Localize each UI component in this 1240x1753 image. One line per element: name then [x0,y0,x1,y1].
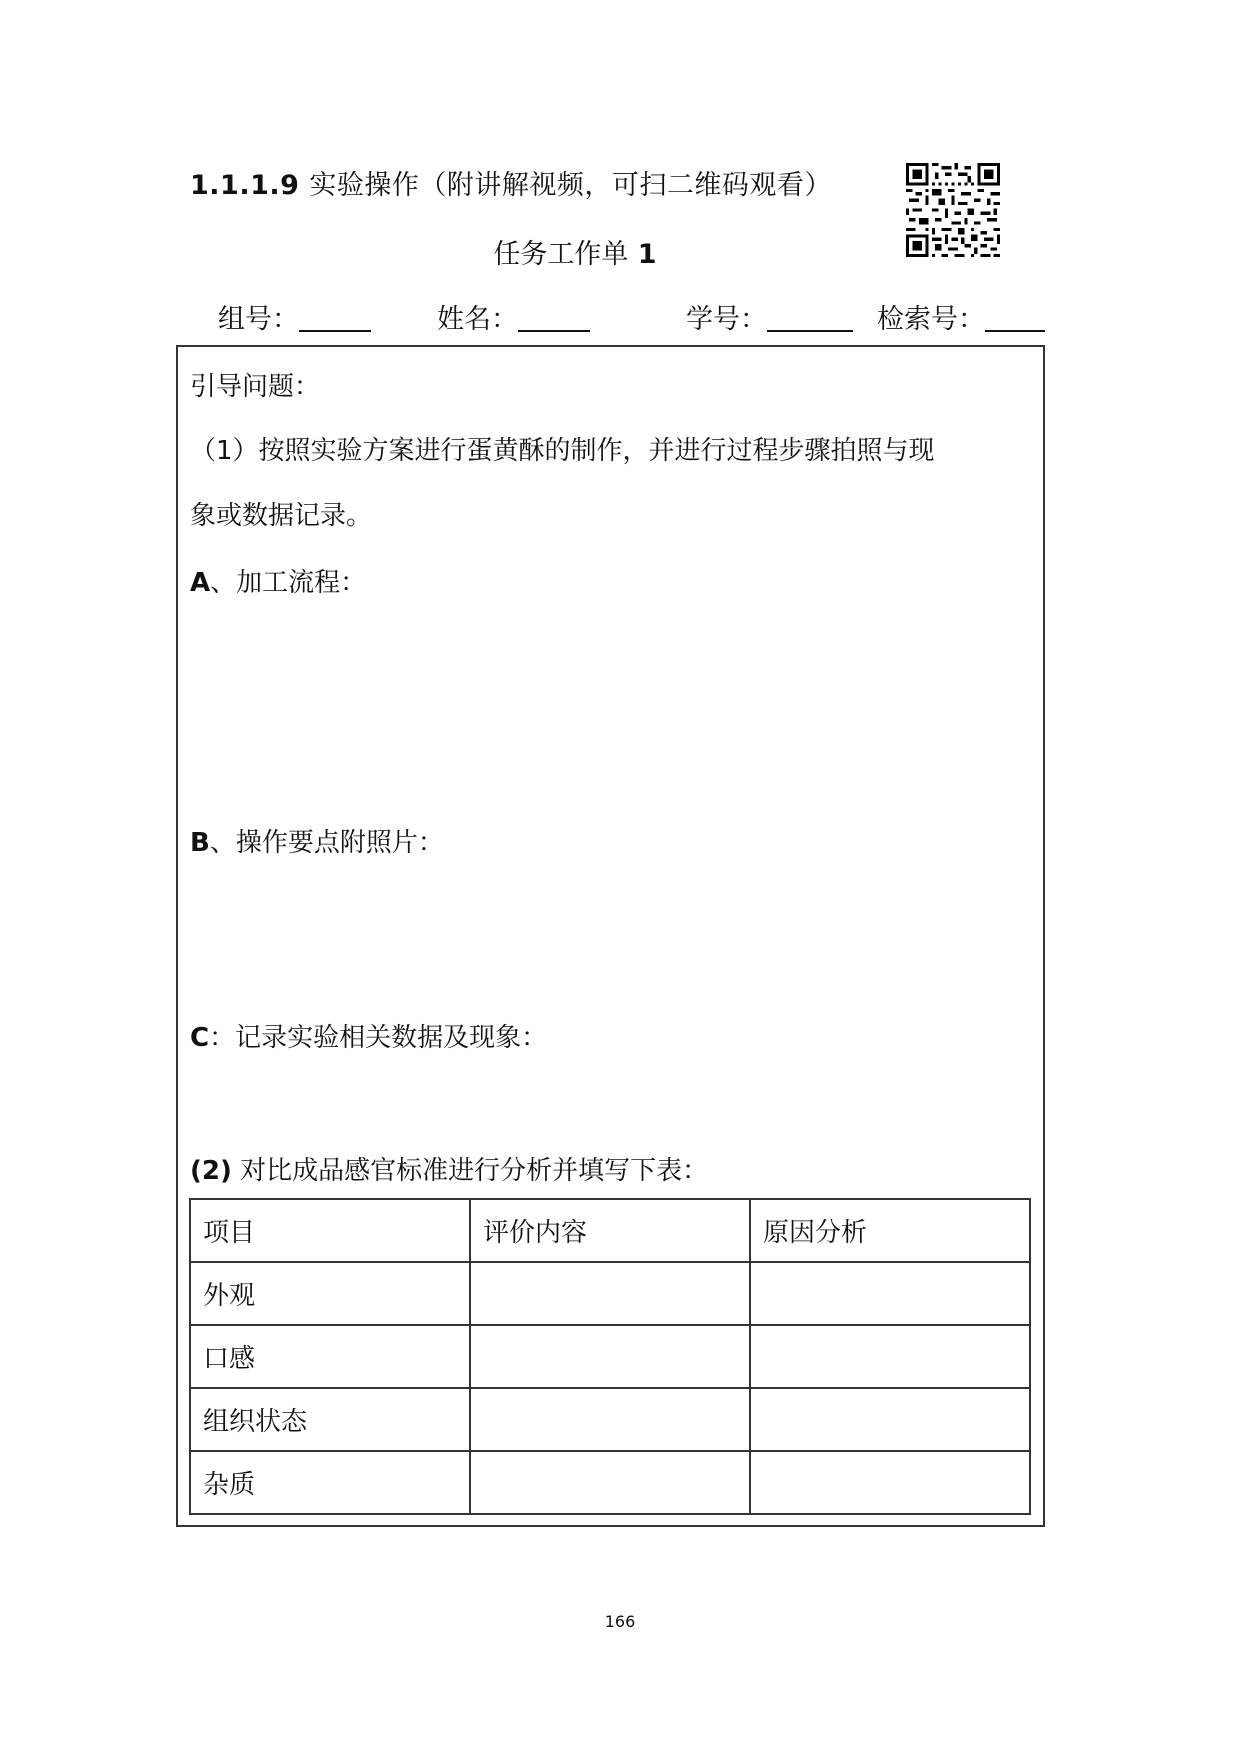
table-cell-content[interactable] [470,1262,750,1325]
table-cell-content[interactable] [470,1388,750,1451]
section-a-prefix: A [190,568,211,598]
name-blank[interactable] [518,304,590,332]
document-title-text: 任务工作单 [493,239,629,270]
table-row [190,1451,1030,1514]
document-title-number: 1 [637,239,657,270]
section-b-label: 、操作要点附照片： [209,828,444,858]
table-row [190,1388,1030,1451]
group-number-field[interactable] [218,297,371,336]
student-number-field[interactable] [686,297,853,336]
page-number: 166 [604,1612,636,1631]
table-header-content: 评价内容 [470,1199,750,1262]
section-a [190,562,366,599]
section-b-answer-area[interactable] [190,866,1030,1006]
section-c-answer-area[interactable] [190,1060,1030,1140]
document-title [0,232,1150,271]
table-cell-reason[interactable] [750,1262,1030,1325]
retrieval-number-field[interactable] [877,297,1045,336]
section-number: 1.1.1.9 [190,170,300,201]
section-b [190,822,444,859]
section-c-label: ：记录实验相关数据及现象： [209,1023,548,1053]
table-cell-item: 外观 [190,1262,470,1325]
section-c-prefix: C [190,1023,210,1053]
question-2-text: 对比成品感官标准进行分析并填写下表： [231,1156,709,1186]
guide-heading: 引导问题： [190,372,321,402]
table-header-reason: 原因分析 [750,1199,1030,1262]
table-header-row [190,1199,1030,1262]
section-a-answer-area[interactable] [190,605,1030,805]
table-cell-content[interactable] [470,1325,750,1388]
table-cell-content[interactable] [470,1451,750,1514]
table-cell-reason[interactable] [750,1451,1030,1514]
student-number-blank[interactable] [767,304,853,332]
group-number-label: 组号： [218,304,299,335]
group-number-blank[interactable] [299,304,371,332]
question-1-line-1: （1）按照实验方案进行蛋黄酥的制作，并进行过程步骤拍照与现 [190,436,935,466]
table-row [190,1325,1030,1388]
section-title: 实验操作（附讲解视频，可扫二维码观看） [309,170,832,201]
name-field[interactable] [437,297,590,336]
table-row [190,1262,1030,1325]
retrieval-number-blank[interactable] [985,304,1045,332]
table-cell-reason[interactable] [750,1388,1030,1451]
section-b-prefix: B [190,828,210,858]
question-2-prefix: (2) [190,1156,232,1186]
table-cell-item: 组织状态 [190,1388,470,1451]
section-c [190,1017,547,1054]
table-header-item: 项目 [190,1199,470,1262]
question-1-line-2: 象或数据记录。 [190,501,373,531]
section-a-label: 、加工流程： [210,568,367,598]
table-cell-reason[interactable] [750,1325,1030,1388]
section-heading [190,163,832,202]
name-label: 姓名： [437,304,518,335]
retrieval-number-label: 检索号： [877,304,985,335]
evaluation-table [189,1198,1031,1515]
question-2 [190,1150,708,1187]
table-cell-item: 杂质 [190,1451,470,1514]
table-cell-item: 口感 [190,1325,470,1388]
student-number-label: 学号： [686,304,767,335]
